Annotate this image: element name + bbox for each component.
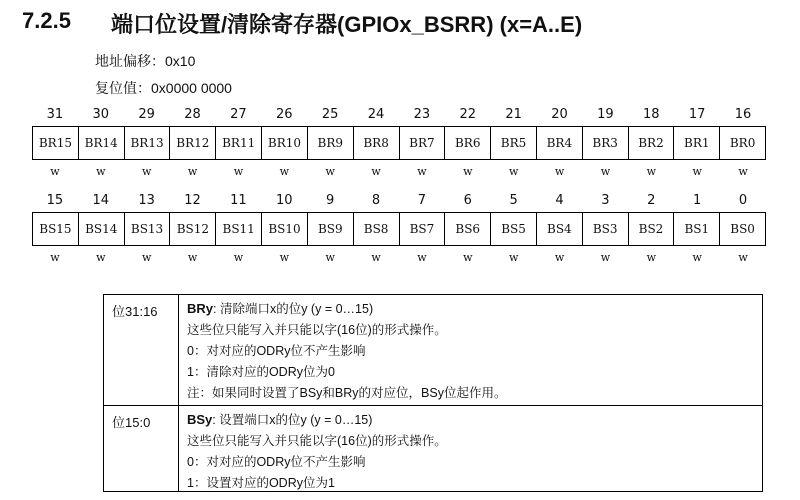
- bit-field-cell: BR5: [491, 126, 537, 160]
- bit-number: 0: [738, 193, 748, 208]
- bit-number: 4: [555, 193, 564, 208]
- bit-number: 20: [551, 107, 568, 122]
- bit-field-cell: BR13: [125, 126, 171, 160]
- bit-number: 19: [597, 107, 614, 122]
- bit-field-cell: BR11: [216, 126, 262, 160]
- bit-number: 7: [417, 193, 427, 208]
- access-type: w: [646, 165, 657, 178]
- bit-number: 11: [230, 193, 247, 208]
- bit-field-cell: BR14: [79, 126, 125, 160]
- field-name: BRy: [187, 301, 214, 316]
- access-type: w: [233, 251, 244, 264]
- access-type: w: [463, 165, 473, 178]
- access-type: w: [325, 165, 335, 178]
- bit-field-cell: BS5: [491, 212, 537, 246]
- field-heading: [187, 409, 762, 431]
- description-line: 0：对对应的ODRy位不产生影响: [187, 344, 366, 358]
- bit-number: 27: [230, 107, 247, 122]
- bit-number: 29: [138, 107, 155, 122]
- access-type: w: [417, 165, 427, 178]
- section-title: 端口位设置/清除寄存器(GPIOx_BSRR) (x=A..E): [110, 12, 583, 37]
- field-heading: [187, 298, 762, 320]
- bit-field-cell: BS8: [354, 212, 400, 246]
- address-offset: 地址偏移：0x10: [95, 53, 196, 69]
- lower-bit-numbers: [32, 190, 766, 212]
- bit-range: 位15:0: [104, 406, 179, 492]
- access-type: w: [50, 165, 60, 178]
- bit-number: 26: [276, 107, 293, 122]
- bit-field-cell: BS11: [216, 212, 262, 246]
- bit-number: 24: [367, 107, 385, 122]
- bit-number: 10: [276, 193, 293, 208]
- upper-bit-numbers: [32, 104, 766, 126]
- bit-field-cell: BS4: [537, 212, 583, 246]
- bit-field-cell: BS6: [445, 212, 491, 246]
- description-line: 1：设置对应的ODRy位为1: [187, 476, 335, 490]
- bit-number: 8: [371, 193, 381, 208]
- bit-number: 5: [509, 193, 518, 208]
- bit-number: 31: [46, 107, 64, 122]
- access-type: w: [371, 165, 381, 178]
- description-line: 0：对对应的ODRy位不产生影响: [187, 455, 366, 469]
- bit-number: 13: [138, 193, 155, 208]
- access-type: w: [646, 251, 657, 264]
- description-line: 这些位只能写入并只能以字(16位)的形式操作。: [187, 434, 447, 448]
- description-text: [179, 406, 762, 492]
- field-name: BSy: [187, 412, 213, 427]
- upper-access-types: [32, 160, 766, 184]
- access-type: w: [692, 251, 702, 264]
- bit-field-cell: BR9: [308, 126, 354, 160]
- field-title: : 清除端口x的位y (y = 0…15): [213, 302, 374, 316]
- access-type: w: [279, 165, 290, 178]
- bit-field-cell: BR10: [262, 126, 308, 160]
- upper-bit-fields: [32, 126, 766, 160]
- bit-field-cell: BS7: [400, 212, 446, 246]
- access-type: w: [141, 165, 152, 178]
- register-upper-half: [32, 104, 766, 184]
- bit-field-cell: BS14: [79, 212, 125, 246]
- access-type: w: [738, 251, 748, 264]
- lower-bit-fields: [32, 212, 766, 246]
- access-type: w: [279, 251, 290, 264]
- bit-number: 12: [184, 193, 201, 208]
- bit-number: 3: [601, 193, 610, 208]
- lower-access-types: [32, 246, 766, 270]
- bit-field-cell: BS2: [629, 212, 675, 246]
- bit-number: 14: [92, 193, 110, 208]
- description-row-br: [104, 295, 762, 406]
- bit-number: 30: [92, 107, 110, 122]
- access-type: w: [417, 251, 427, 264]
- description-line: 1：清除对应的ODRy位为0: [187, 365, 335, 379]
- access-type: w: [554, 251, 565, 264]
- access-type: w: [96, 165, 106, 178]
- access-type: w: [141, 251, 152, 264]
- bit-field-cell: BR0: [720, 126, 766, 160]
- field-description-table: [103, 294, 763, 492]
- bit-number: 15: [46, 193, 64, 208]
- bit-number: 17: [688, 107, 706, 122]
- bit-number: 6: [463, 193, 472, 208]
- section-number: 7.2.5: [22, 8, 71, 33]
- section-heading: [22, 8, 582, 39]
- bit-field-cell: BR15: [33, 126, 79, 160]
- description-line: 这些位只能写入并只能以字(16位)的形式操作。: [187, 323, 447, 337]
- access-type: w: [600, 251, 611, 264]
- bit-field-cell: BS9: [308, 212, 354, 246]
- access-type: w: [187, 251, 198, 264]
- bit-number: 9: [326, 193, 335, 208]
- access-type: w: [508, 165, 519, 178]
- bit-field-cell: BS3: [583, 212, 629, 246]
- bit-number: 16: [734, 107, 752, 122]
- bit-field-cell: BR8: [354, 126, 400, 160]
- bit-field-cell: BS1: [674, 212, 720, 246]
- description-note: 注：如果同时设置了BSy和BRy的对应位，BSy位起作用。: [187, 386, 507, 400]
- access-type: w: [233, 165, 244, 178]
- bit-field-cell: BS0: [720, 212, 766, 246]
- bit-field-cell: BR4: [537, 126, 583, 160]
- bit-number: 1: [693, 193, 702, 208]
- access-type: w: [738, 165, 748, 178]
- bit-range: 位31:16: [104, 295, 179, 405]
- bit-field-cell: BR6: [445, 126, 491, 160]
- bit-field-cell: BS13: [125, 212, 171, 246]
- register-lower-half: [32, 190, 766, 270]
- access-type: w: [50, 251, 60, 264]
- bit-field-cell: BR1: [674, 126, 720, 160]
- bit-field-cell: BR2: [629, 126, 675, 160]
- access-type: w: [554, 165, 565, 178]
- access-type: w: [96, 251, 106, 264]
- bit-field-cell: BS15: [33, 212, 79, 246]
- field-title: : 设置端口x的位y (y = 0…15): [212, 413, 373, 427]
- bit-field-cell: BS10: [262, 212, 308, 246]
- bit-field-cell: BR12: [170, 126, 216, 160]
- bit-number: 2: [647, 193, 656, 208]
- reset-value: 复位值：0x0000 0000: [95, 80, 232, 96]
- bit-number: 25: [321, 107, 339, 122]
- bit-number: 28: [184, 107, 201, 122]
- description-text: [179, 295, 762, 405]
- access-type: w: [187, 165, 198, 178]
- bit-number: 22: [459, 107, 477, 122]
- bit-field-cell: BR7: [400, 126, 446, 160]
- access-type: w: [692, 165, 702, 178]
- access-type: w: [463, 251, 473, 264]
- access-type: w: [600, 165, 611, 178]
- description-row-bs: [104, 406, 762, 492]
- bit-field-cell: BS12: [170, 212, 216, 246]
- bit-number: 23: [413, 107, 431, 122]
- access-type: w: [508, 251, 519, 264]
- access-type: w: [325, 251, 335, 264]
- bit-number: 21: [505, 107, 522, 122]
- access-type: w: [371, 251, 381, 264]
- bit-number: 18: [643, 107, 660, 122]
- bit-field-cell: BR3: [583, 126, 629, 160]
